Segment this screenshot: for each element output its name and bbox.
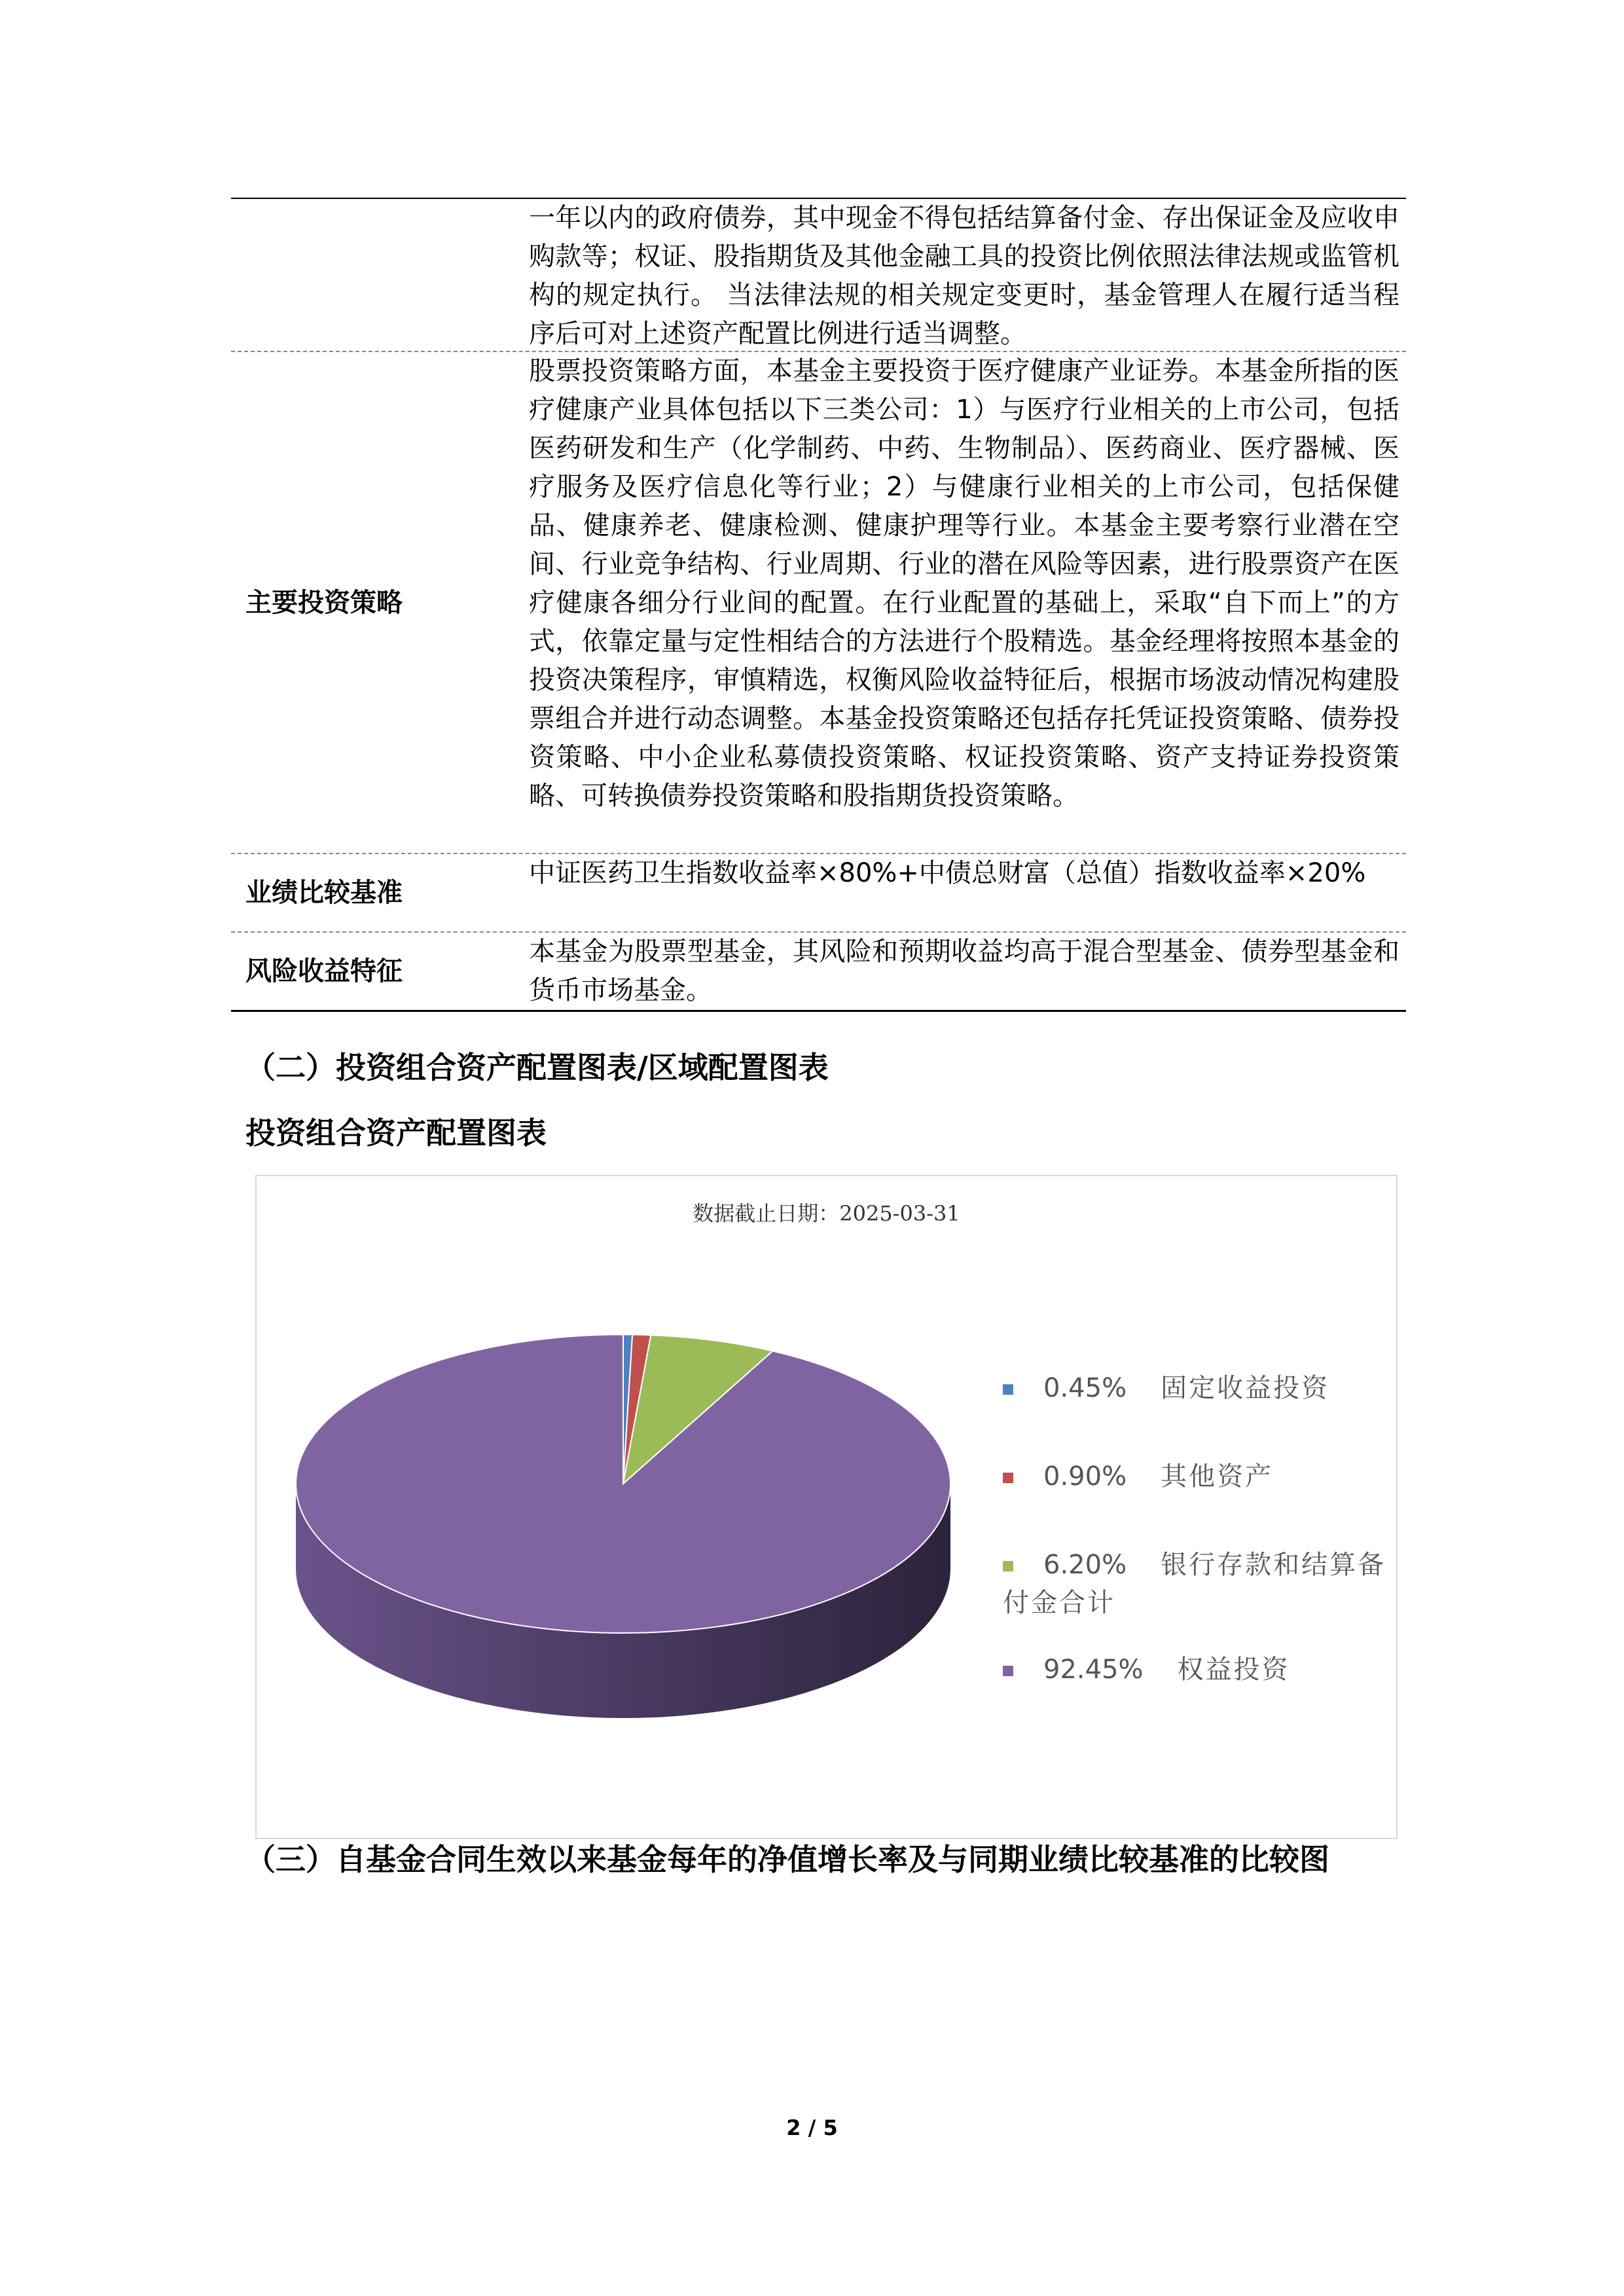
legend-marker: [1003, 1666, 1013, 1676]
row-content: 本基金为股票型基金，其风险和预期收益均高于混合型基金、债券型基金和货币市场基金。: [529, 937, 1399, 1005]
section-heading: （二）投资组合资产配置图表/区域配置图表: [245, 1050, 829, 1085]
legend-label: 银行存款和结算备付金合计: [1003, 1550, 1386, 1618]
legend-value: 0.45%: [1043, 1373, 1127, 1403]
table-row: [231, 351, 1406, 853]
legend-marker: [1003, 1384, 1013, 1395]
legend-item: [1003, 1546, 1389, 1622]
legend-item: [1003, 1651, 1389, 1689]
table-row: [231, 853, 1406, 931]
legend-value: 92.45%: [1043, 1655, 1144, 1685]
row-label: 主要投资策略: [245, 587, 403, 618]
chart-heading: 投资组合资产配置图表: [245, 1115, 547, 1151]
legend-marker: [1003, 1561, 1013, 1571]
row-content: 一年以内的政府债券，其中现金不得包括结算备付金、存出保证金及应收申购款等；权证、股指期货及其他金融工具的投资比例依照法律法规或监管机构的规定执行。 当法律法规的相关规定变更时，基金管理人在履行适当程序后可对上述资产配置比例进行适当调整。: [529, 203, 1399, 349]
legend-value: 0.90%: [1043, 1462, 1127, 1492]
legend-item: [1003, 1458, 1389, 1496]
legend-marker: [1003, 1473, 1013, 1483]
chart-title: 数据截止日期：2025-03-31: [693, 1201, 960, 1226]
asset-allocation-chart: [255, 1175, 1398, 1839]
row-label: 业绩比较基准: [245, 878, 403, 908]
legend-label: 权益投资: [1177, 1655, 1290, 1685]
legend-item: [1003, 1369, 1389, 1407]
row-label: 风险收益特征: [245, 956, 403, 986]
legend-label: 固定收益投资: [1161, 1373, 1330, 1403]
legend-label: 其他资产: [1161, 1462, 1274, 1492]
table-row: [231, 199, 1406, 351]
row-content: 股票投资策略方面，本基金主要投资于医疗健康产业证券。本基金所指的医疗健康产业具体包括以下三类公司：1）与医疗行业相关的上市公司，包括医药研发和生产（化学制药、中药、生物制品）、医药商业、医疗器械、医疗服务及医疗信息化等行业；2）与健康行业相关的上市公司，包括保健品、健康养老、健康检测、健康护理等行业。本基金主要考察行业潜在空间、行业竞争结构、行业周期、行业的潜在风险等因素，进行股票资产在医疗健康各细分行业间的配置。在行业配置的基础上，采取“自下而上”的方式，依靠定量与定性相结合的方法进行个股精选。基金经理将按照本基金的投资决策程序，审慎精选，权衡风险收益特征后，根据市场波动情况构建股票组合并进行动态调整。本基金投资策略还包括存托凭证投资策略、债券投资策略、中小企业私募债投资策略、权证投资策略、资产支持证券投资策略、可转换债券投资策略和股指期货投资策略。: [529, 356, 1399, 811]
row-label: [231, 199, 507, 351]
legend-value: 6.20%: [1043, 1550, 1127, 1580]
section-heading: （三）自基金合同生效以来基金每年的净值增长率及与同期业绩比较基准的比较图: [245, 1842, 1329, 1877]
pie-slice: [296, 1335, 950, 1633]
page-number: 2 / 5: [786, 2115, 838, 2140]
table-row: [231, 931, 1406, 1010]
pie-chart: [257, 1176, 1396, 1838]
row-content: 中证医药卫生指数收益率×80%+中债总财富（总值）指数收益率×20%: [529, 858, 1366, 888]
fund-info-table: [231, 198, 1406, 1012]
